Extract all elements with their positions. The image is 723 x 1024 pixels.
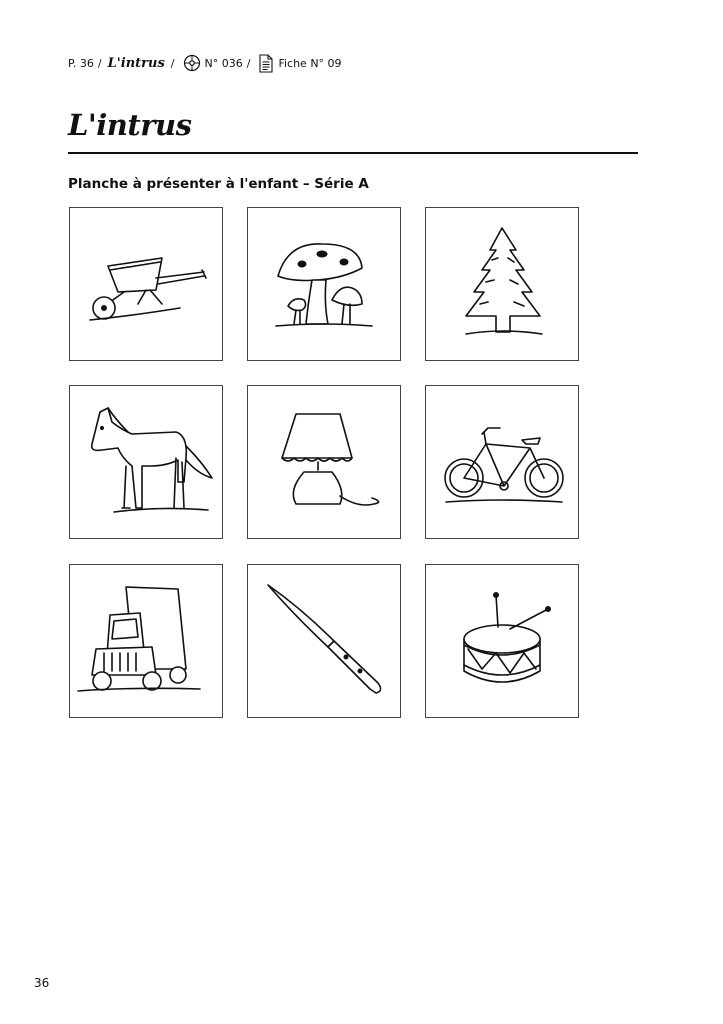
section-subtitle: Planche à présenter à l'enfant – Série A [68, 176, 369, 192]
picture-card-fir-tree[interactable] [425, 207, 579, 361]
picture-card-lamp[interactable] [247, 385, 401, 539]
page-number: 36 [34, 976, 50, 990]
picture-card-horse[interactable] [69, 385, 223, 539]
bicycle-icon [426, 386, 578, 538]
sheet-number: Fiche N° 09 [278, 56, 342, 70]
wheelbarrow-icon [70, 208, 222, 360]
truck-icon [70, 565, 222, 717]
header-separator: / [170, 56, 175, 70]
picture-card-mushrooms[interactable] [247, 207, 401, 361]
mushrooms-icon [248, 208, 400, 360]
track-number: N° 036 [204, 56, 243, 70]
page-header [68, 52, 342, 74]
page-reference: P. 36 [68, 56, 94, 70]
knife-icon [248, 565, 400, 717]
horse-icon [70, 386, 222, 538]
header-separator: / [97, 56, 102, 70]
picture-card-bicycle[interactable] [425, 385, 579, 539]
cd-icon [183, 54, 201, 72]
picture-card-truck[interactable] [69, 564, 223, 718]
drum-icon [426, 565, 578, 717]
fir-tree-icon [426, 208, 578, 360]
picture-card-knife[interactable] [247, 564, 401, 718]
picture-card-wheelbarrow[interactable] [69, 207, 223, 361]
title-divider [68, 152, 638, 154]
lamp-icon [248, 386, 400, 538]
document-icon [258, 54, 274, 73]
header-separator: / [246, 56, 251, 70]
activity-name: L'intrus [107, 55, 165, 71]
page-title: L'intrus [68, 108, 192, 142]
picture-card-drum[interactable] [425, 564, 579, 718]
